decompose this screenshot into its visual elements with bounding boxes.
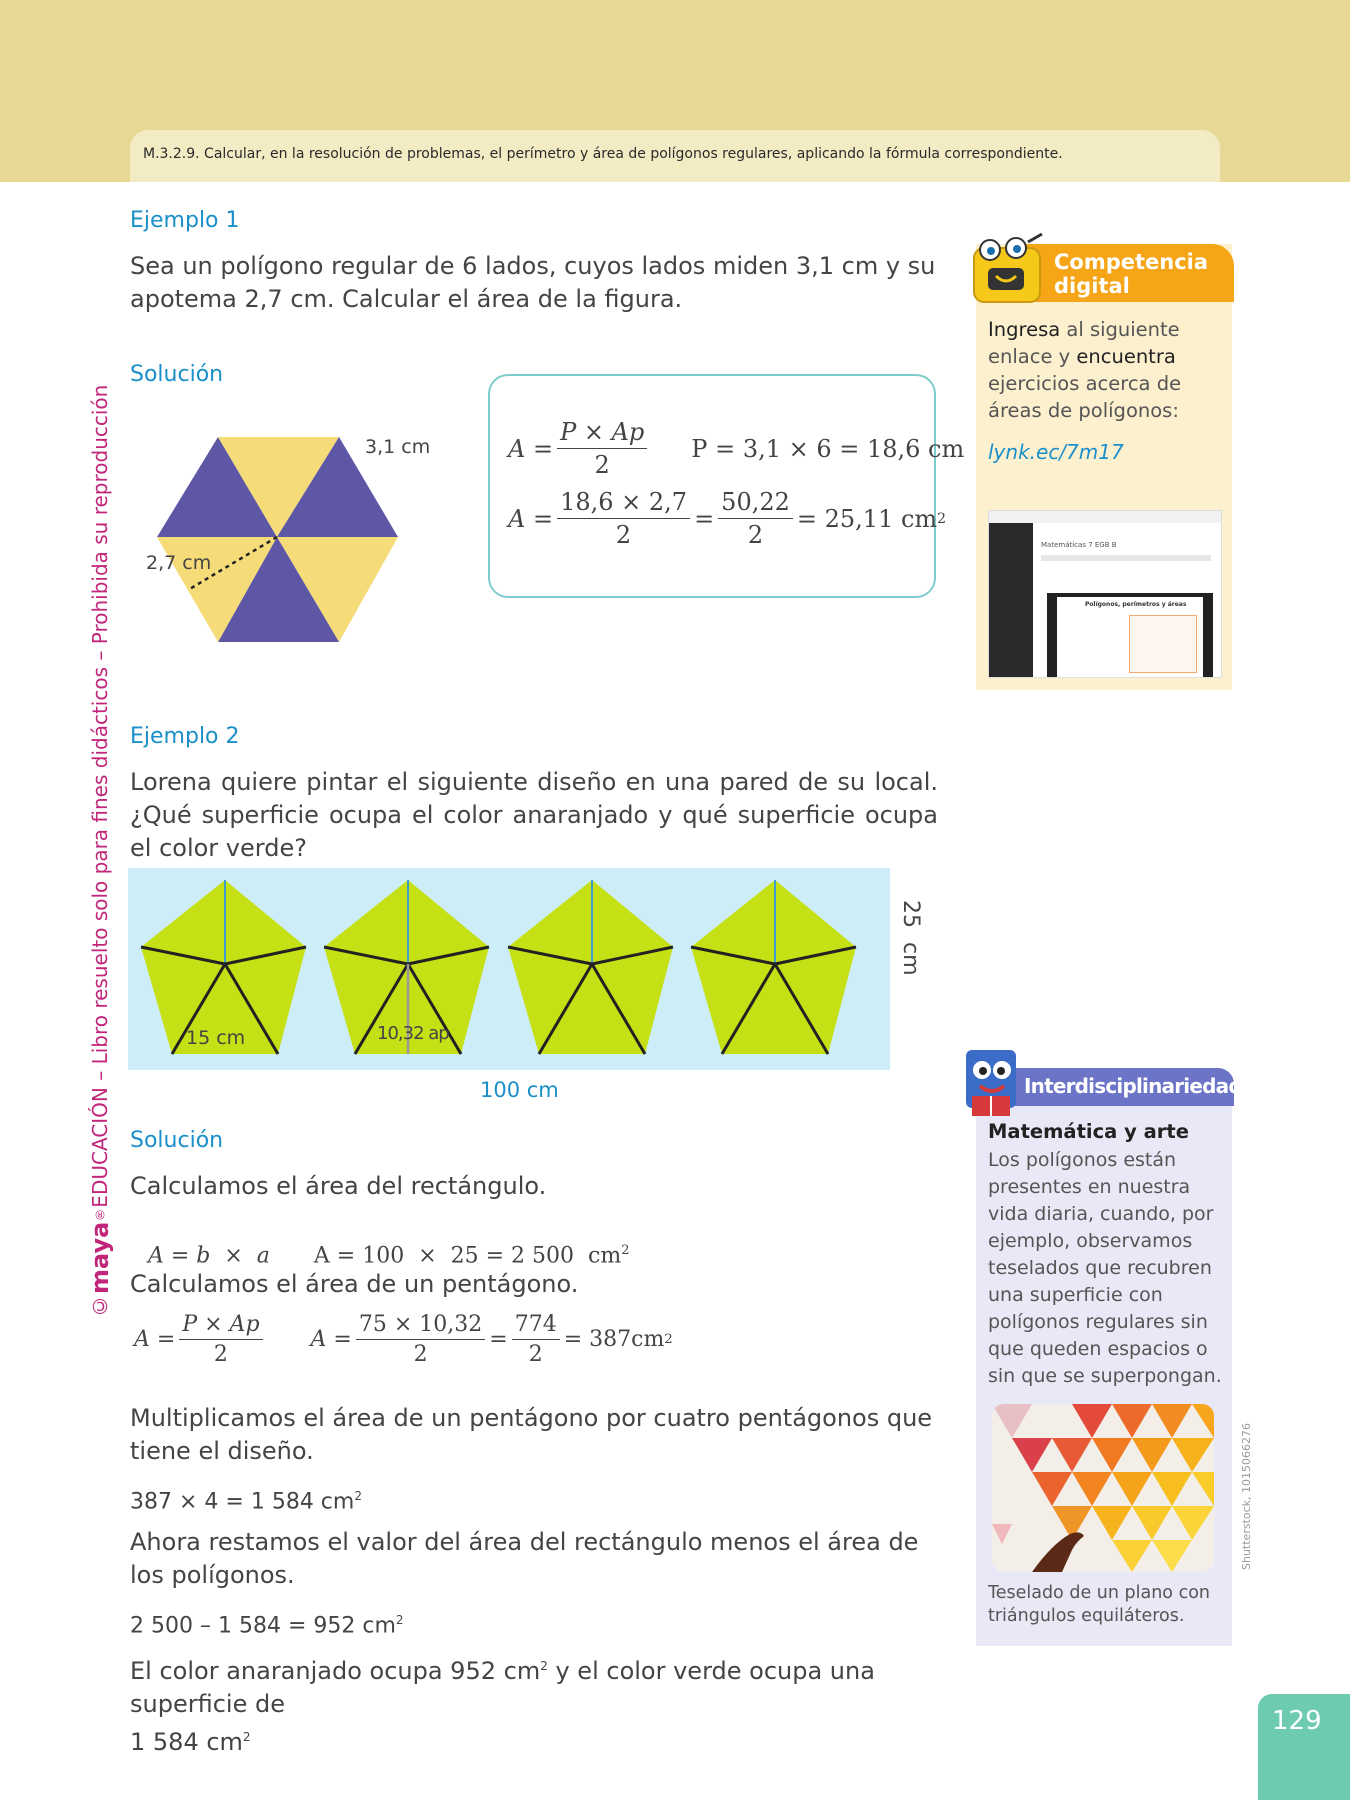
hexagon-figure <box>150 430 410 650</box>
formula-den: 2 <box>594 451 610 479</box>
credit-copy: © <box>88 1294 112 1318</box>
calc3: 387 × 4 = 1 584 cm <box>130 1489 355 1515</box>
formula-calc-num-2: 50,22 <box>718 488 793 519</box>
step3-text: Multiplicamos el área de un pentágono por cuatro pentágonos que tiene el diseño. <box>130 1404 933 1465</box>
formula-a-eq: A = <box>508 434 554 463</box>
conclusion-b: y el color verde ocupa una superficie de <box>130 1657 875 1718</box>
formula-fraction <box>557 418 647 479</box>
photo-caption: Teselado de un plano con triángulos equiláteros. <box>988 1583 1210 1626</box>
formula-line1 <box>508 418 964 479</box>
pent-calc-fraction <box>356 1312 485 1367</box>
formula-line2 <box>508 488 946 549</box>
competencia-title <box>1054 250 1208 298</box>
pentagon-formula-line <box>134 1312 673 1367</box>
conclusion-sup-2: 2 <box>242 1730 251 1744</box>
competencia-link[interactable]: lynk.ec/7m17 <box>988 440 1124 464</box>
shot-title: Matemáticas 7 EGB B <box>1041 541 1117 549</box>
calc4-sup: 2 <box>395 1613 404 1627</box>
calc4: 2 500 – 1 584 = 952 cm <box>130 1613 396 1639</box>
competencia-w1: Ingresa <box>988 318 1061 341</box>
pent-result: = 387cm <box>563 1327 665 1352</box>
standard-text: M.3.2.9. Calcular, en la resolución de problemas, el perímetro y área de polígonos regulares, aplicando la fórmula correspondiente. <box>143 146 1063 162</box>
credit-reg: ® <box>93 1207 107 1222</box>
formula-a-eq-2: A = <box>508 504 554 533</box>
vertical-credit <box>86 384 114 1318</box>
step2-text: Calculamos el área de un pentágono. <box>130 1270 579 1298</box>
example1-title: Ejemplo 1 <box>130 208 240 233</box>
pent-a-eq: A = <box>134 1327 176 1352</box>
calc3-sup: 2 <box>354 1489 362 1503</box>
book-mascot-icon <box>950 1044 1030 1124</box>
pent-formula-num: P × Ap <box>179 1312 262 1340</box>
tessellation-photo <box>992 1404 1214 1572</box>
formula-box <box>488 374 936 598</box>
example1-statement: Sea un polígono regular de 6 lados, cuyos lados miden 3,1 cm y su apotema 2,7 cm. Calcular el área de la figura. <box>130 252 936 313</box>
formula-calc-den-2: 2 <box>747 521 764 549</box>
shot-card <box>1129 615 1197 673</box>
pentagon-side-label: 15 cm <box>186 1027 246 1049</box>
competencia-title-2: digital <box>1054 274 1130 298</box>
formula-result-sup: 2 <box>937 510 947 527</box>
formula-calc-den-1: 2 <box>615 521 632 549</box>
interdisciplinariedad-subtitle: Matemática y arte <box>988 1120 1189 1143</box>
step1-text: Calculamos el área del rectángulo. <box>130 1172 547 1200</box>
formula-calc-fraction-1 <box>557 488 690 549</box>
shot-tabs <box>1041 555 1211 561</box>
hex-apothem-label: 2,7 cm <box>146 552 212 574</box>
page-number: 129 <box>1272 1706 1322 1736</box>
rect-calc: A = 100 × 25 = 2 500 cm <box>313 1243 622 1269</box>
conclusion-c: 1 584 cm <box>130 1728 243 1756</box>
pent-calc-fraction-2 <box>512 1312 560 1367</box>
formula-num: P × Ap <box>557 418 647 449</box>
pent-calc-num: 75 × 10,32 <box>356 1312 485 1340</box>
competencia-w2: encuentra <box>1076 345 1176 368</box>
formula-calc-fraction-2 <box>718 488 793 549</box>
shot-topbar <box>989 511 1221 523</box>
design-width-label: 100 cm <box>480 1078 559 1102</box>
calc3-line <box>130 1480 362 1518</box>
pent-formula-fraction <box>179 1312 262 1367</box>
shot-sidebar <box>989 523 1033 677</box>
pentagon-apothem-label: 10,32 ap <box>377 1023 449 1044</box>
credit-brand: maya <box>86 1221 114 1294</box>
pent-result-sup: 2 <box>664 1332 673 1347</box>
competencia-t2: ejercicios acerca de áreas de polígonos: <box>988 372 1182 422</box>
pent-formula-den: 2 <box>213 1342 228 1367</box>
formula-calc-num-1: 18,6 × 2,7 <box>557 488 690 519</box>
photo-credit: Shutterstock, 1015066276 <box>1240 1422 1253 1570</box>
competencia-t1: al siguiente enlace y <box>988 318 1180 368</box>
interdisciplinariedad-title: Interdisciplinariedad <box>1024 1074 1242 1098</box>
rect-formula: A = b × a <box>148 1243 270 1269</box>
conclusion <box>130 1650 938 1759</box>
example2-title: Ejemplo 2 <box>130 724 240 749</box>
shot-sub: Polígonos, perímetros y áreas <box>1085 601 1187 608</box>
conclusion-a: El color anaranjado ocupa 952 cm <box>130 1657 541 1685</box>
step4-text: Ahora restamos el valor del área del rectángulo menos el área de los polígonos. <box>130 1528 919 1589</box>
formula-eq: = <box>694 504 715 533</box>
rect-formula-line <box>134 1218 629 1268</box>
rect-calc-sup: 2 <box>621 1243 630 1258</box>
example2-statement: Lorena quiere pintar el siguiente diseño en una pared de su local. ¿Qué superficie ocupa el color anaranjado y qué superficie ocupa el color verde? <box>130 768 938 862</box>
interdisciplinariedad-body: Los polígonos están presentes en nuestra vida diaria, cuando, por ejemplo, observamos teselados que recubren una superficie con polígonos regulares sin que queden espacios o sin que se superpongan. <box>988 1149 1222 1387</box>
calc4-line <box>130 1604 404 1642</box>
credit-text: EDUCACIÓN – Libro resuelto solo para fines didácticos – Prohibida su reproducción <box>88 384 112 1208</box>
pent-calc-num-2: 774 <box>512 1312 560 1340</box>
conclusion-sup-1: 2 <box>540 1659 548 1673</box>
pent-a-eq-2: A = <box>310 1327 352 1352</box>
hex-side-label: 3,1 cm <box>365 436 431 458</box>
pent-calc-den: 2 <box>413 1342 428 1367</box>
pent-calc-den-2: 2 <box>528 1342 543 1367</box>
example1-solution-title: Solución <box>130 362 224 387</box>
competencia-body <box>988 316 1224 424</box>
pent-eq: = <box>489 1327 508 1352</box>
formula-perimeter: P = 3,1 × 6 = 18,6 cm <box>691 434 965 463</box>
website-screenshot <box>988 510 1222 678</box>
example2-solution-title: Solución <box>130 1128 224 1153</box>
formula-result: = 25,11 cm <box>796 504 938 533</box>
design-height-label: 25 cm <box>898 900 923 976</box>
robot-mascot-icon <box>968 232 1056 312</box>
competencia-title-1: Competencia <box>1054 250 1209 274</box>
